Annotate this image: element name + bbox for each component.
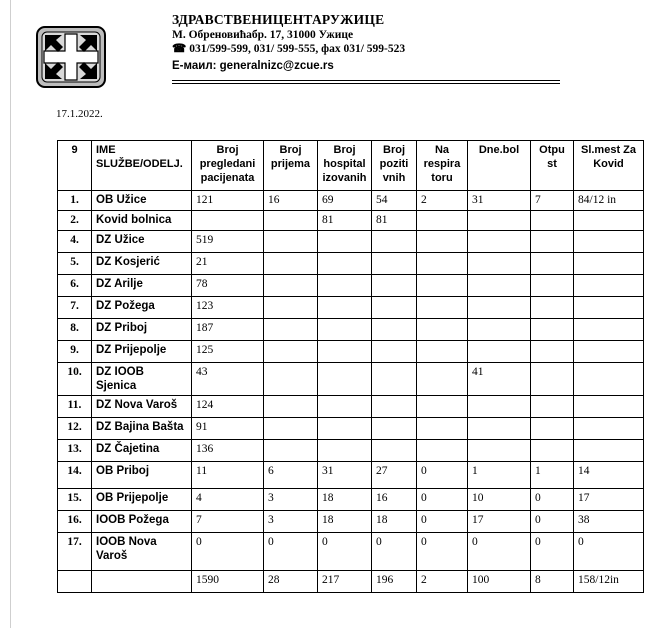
table-header-row: [58, 141, 644, 191]
service-name: OB Prijepolje: [92, 489, 192, 511]
table-cell: 14: [574, 462, 644, 489]
phone-line: ☎ 031/599-599, 031/ 599-555, фах 031/ 599-523: [172, 43, 406, 55]
service-name: IOOB Požega: [92, 511, 192, 533]
row-number: 10.: [58, 363, 92, 396]
table-cell: [417, 231, 468, 253]
table-cell: [468, 297, 531, 319]
table-cell: [574, 275, 644, 297]
table-cell: [417, 297, 468, 319]
service-name: DZ IOOB Sjenica: [92, 363, 192, 396]
table-cell: 2: [417, 571, 468, 593]
table-cell: 187: [192, 319, 264, 341]
table-cell: 0: [417, 462, 468, 489]
table-cell: [574, 231, 644, 253]
table-cell: 0: [264, 533, 318, 571]
service-name: OB Užice: [92, 191, 192, 211]
table-cell: [318, 275, 372, 297]
table-cell: 0: [531, 533, 574, 571]
table-cell: 91: [192, 418, 264, 440]
col-header: Na respira toru: [417, 141, 468, 191]
table-row: [58, 489, 644, 511]
row-number: 17.: [58, 533, 92, 571]
table-cell: [417, 211, 468, 231]
table-cell: [468, 211, 531, 231]
table-cell: 136: [192, 440, 264, 462]
table-cell: 31: [318, 462, 372, 489]
table-cell: 158/12in: [574, 571, 644, 593]
row-number: 9.: [58, 341, 92, 363]
table-cell: [574, 297, 644, 319]
table-cell: [531, 211, 574, 231]
row-number: [58, 571, 92, 593]
table-cell: 7: [531, 191, 574, 211]
table-cell: 11: [192, 462, 264, 489]
table-cell: [574, 396, 644, 418]
table-cell: [264, 440, 318, 462]
table-row: [58, 253, 644, 275]
service-name: DZ Prijepolje: [92, 341, 192, 363]
page-margin-line: [10, 0, 11, 628]
table-row: [58, 341, 644, 363]
service-name: DZ Priboj: [92, 319, 192, 341]
letterhead-rule: [172, 80, 560, 81]
daily-report-table: [57, 140, 644, 593]
col-number-header: 9: [58, 141, 92, 191]
table-cell: 78: [192, 275, 264, 297]
table-row: [58, 231, 644, 253]
service-name: DZ Kosjerić: [92, 253, 192, 275]
table-row: [58, 396, 644, 418]
table-cell: 519: [192, 231, 264, 253]
table-cell: [574, 341, 644, 363]
table-cell: [372, 363, 417, 396]
table-cell: [264, 297, 318, 319]
table-cell: 28: [264, 571, 318, 593]
table-cell: [531, 275, 574, 297]
table-cell: [574, 363, 644, 396]
row-number: 5.: [58, 253, 92, 275]
service-name: DZ Čajetina: [92, 440, 192, 462]
table-row: [58, 319, 644, 341]
table-cell: 1590: [192, 571, 264, 593]
table-cell: [417, 418, 468, 440]
row-number: 6.: [58, 275, 92, 297]
table-cell: [372, 418, 417, 440]
service-name: DZ Bajina Bašta: [92, 418, 192, 440]
table-cell: 125: [192, 341, 264, 363]
table-cell: [531, 253, 574, 275]
col-name-header: IME SLUŽBE/ODELJ.: [92, 141, 192, 191]
table-cell: [468, 418, 531, 440]
table-row: [58, 511, 644, 533]
table-cell: 38: [574, 511, 644, 533]
table-cell: [531, 363, 574, 396]
row-number: 13.: [58, 440, 92, 462]
table-cell: [468, 275, 531, 297]
table-cell: 16: [264, 191, 318, 211]
table-cell: 54: [372, 191, 417, 211]
table-cell: 123: [192, 297, 264, 319]
table-cell: [264, 231, 318, 253]
table-cell: 0: [531, 511, 574, 533]
table-cell: [468, 396, 531, 418]
table-cell: 18: [318, 489, 372, 511]
table-cell: 0: [417, 511, 468, 533]
service-name: DZ Arilje: [92, 275, 192, 297]
table-cell: 17: [574, 489, 644, 511]
table-cell: [264, 275, 318, 297]
table-cell: [192, 211, 264, 231]
table-cell: [372, 440, 417, 462]
table-cell: 18: [318, 511, 372, 533]
table-row: [58, 275, 644, 297]
table-cell: [417, 275, 468, 297]
table-cell: [574, 319, 644, 341]
table-cell: 7: [192, 511, 264, 533]
service-name: DZ Požega: [92, 297, 192, 319]
table-cell: [468, 341, 531, 363]
table-cell: [318, 319, 372, 341]
table-cell: [468, 231, 531, 253]
letterhead-rule-thin: [172, 83, 560, 84]
row-number: 16.: [58, 511, 92, 533]
table-cell: 17: [468, 511, 531, 533]
col-header: Broj poziti vnih: [372, 141, 417, 191]
table-cell: [318, 297, 372, 319]
table-cell: 27: [372, 462, 417, 489]
table-cell: [318, 231, 372, 253]
table-cell: [574, 211, 644, 231]
table-cell: 41: [468, 363, 531, 396]
table-cell: 100: [468, 571, 531, 593]
service-name: [92, 571, 192, 593]
table-cell: [318, 341, 372, 363]
table-cell: 18: [372, 511, 417, 533]
table-cell: [264, 418, 318, 440]
table-cell: [264, 253, 318, 275]
table-cell: 1: [468, 462, 531, 489]
table-cell: 121: [192, 191, 264, 211]
table-cell: [264, 319, 318, 341]
table-cell: [468, 253, 531, 275]
table-cell: [318, 363, 372, 396]
row-number: 12.: [58, 418, 92, 440]
table-row: [58, 533, 644, 571]
table-row: [58, 571, 644, 593]
table-cell: [417, 253, 468, 275]
row-number: 11.: [58, 396, 92, 418]
table-cell: [372, 275, 417, 297]
table-cell: [318, 440, 372, 462]
table-row: [58, 440, 644, 462]
table-cell: [264, 341, 318, 363]
col-header: Otpu st: [531, 141, 574, 191]
table-cell: 6: [264, 462, 318, 489]
row-number: 4.: [58, 231, 92, 253]
table-cell: [372, 341, 417, 363]
email-line: Е-маил: generalnizc@zcue.rs: [172, 60, 334, 72]
table-cell: 0: [531, 489, 574, 511]
report-date: 17.1.2022.: [56, 108, 103, 120]
health-center-logo: [36, 26, 106, 88]
table-row: [58, 418, 644, 440]
table-row: [58, 211, 644, 231]
col-header: Broj prijema: [264, 141, 318, 191]
table-cell: [264, 396, 318, 418]
table-cell: 3: [264, 489, 318, 511]
table-cell: [372, 297, 417, 319]
table-cell: 81: [372, 211, 417, 231]
table-cell: [417, 341, 468, 363]
table-cell: [531, 231, 574, 253]
table-cell: 196: [372, 571, 417, 593]
table-cell: 43: [192, 363, 264, 396]
table-cell: 3: [264, 511, 318, 533]
organization-name: ЗДРАВСТВЕНИЦЕНТАРУЖИЦЕ: [172, 12, 385, 27]
col-header: Dne.bol: [468, 141, 531, 191]
row-number: 14.: [58, 462, 92, 489]
table-cell: [264, 363, 318, 396]
col-header: Sl.mest Za Kovid: [574, 141, 644, 191]
table-cell: 2: [417, 191, 468, 211]
table-cell: 1: [531, 462, 574, 489]
service-name: IOOB Nova Varoš: [92, 533, 192, 571]
table-cell: [318, 253, 372, 275]
table-row: [58, 363, 644, 396]
table-cell: 69: [318, 191, 372, 211]
table-cell: [531, 440, 574, 462]
table-cell: 21: [192, 253, 264, 275]
table-cell: 0: [372, 533, 417, 571]
table-cell: [417, 319, 468, 341]
table-cell: 8: [531, 571, 574, 593]
table-cell: 0: [417, 533, 468, 571]
table-cell: 84/12 in: [574, 191, 644, 211]
table-cell: 16: [372, 489, 417, 511]
table-cell: 4: [192, 489, 264, 511]
table-cell: 124: [192, 396, 264, 418]
table-cell: 0: [417, 489, 468, 511]
row-number: 1.: [58, 191, 92, 211]
table-cell: [531, 396, 574, 418]
table-cell: [417, 440, 468, 462]
table-cell: 0: [192, 533, 264, 571]
table-row: [58, 462, 644, 489]
table-cell: 217: [318, 571, 372, 593]
table-row: [58, 191, 644, 211]
table-cell: [372, 396, 417, 418]
table-cell: [417, 396, 468, 418]
table-cell: [318, 396, 372, 418]
table-cell: [372, 253, 417, 275]
service-name: DZ Užice: [92, 231, 192, 253]
service-name: Kovid bolnica: [92, 211, 192, 231]
table-cell: [468, 440, 531, 462]
table-cell: [531, 297, 574, 319]
table-cell: [574, 253, 644, 275]
row-number: 2.: [58, 211, 92, 231]
address-line: М. Обреновићабр. 17, 31000 Ужице: [172, 29, 354, 41]
service-name: DZ Nova Varoš: [92, 396, 192, 418]
letterhead: [172, 12, 572, 73]
table-cell: 0: [574, 533, 644, 571]
row-number: 8.: [58, 319, 92, 341]
col-header: Broj hospital izovanih: [318, 141, 372, 191]
row-number: 7.: [58, 297, 92, 319]
table-cell: 10: [468, 489, 531, 511]
table-cell: [468, 319, 531, 341]
table-cell: [574, 440, 644, 462]
table-cell: [531, 341, 574, 363]
col-header: Broj pregledani pacijenata: [192, 141, 264, 191]
table-cell: [531, 319, 574, 341]
table-cell: 0: [468, 533, 531, 571]
service-name: OB Priboj: [92, 462, 192, 489]
table-cell: 31: [468, 191, 531, 211]
table-cell: [531, 418, 574, 440]
table-row: [58, 297, 644, 319]
table-cell: [372, 231, 417, 253]
table-cell: 0: [318, 533, 372, 571]
row-number: 15.: [58, 489, 92, 511]
table-cell: [574, 418, 644, 440]
table-cell: [417, 363, 468, 396]
table-cell: [318, 418, 372, 440]
table-cell: [372, 319, 417, 341]
table-cell: 81: [318, 211, 372, 231]
table-cell: [264, 211, 318, 231]
